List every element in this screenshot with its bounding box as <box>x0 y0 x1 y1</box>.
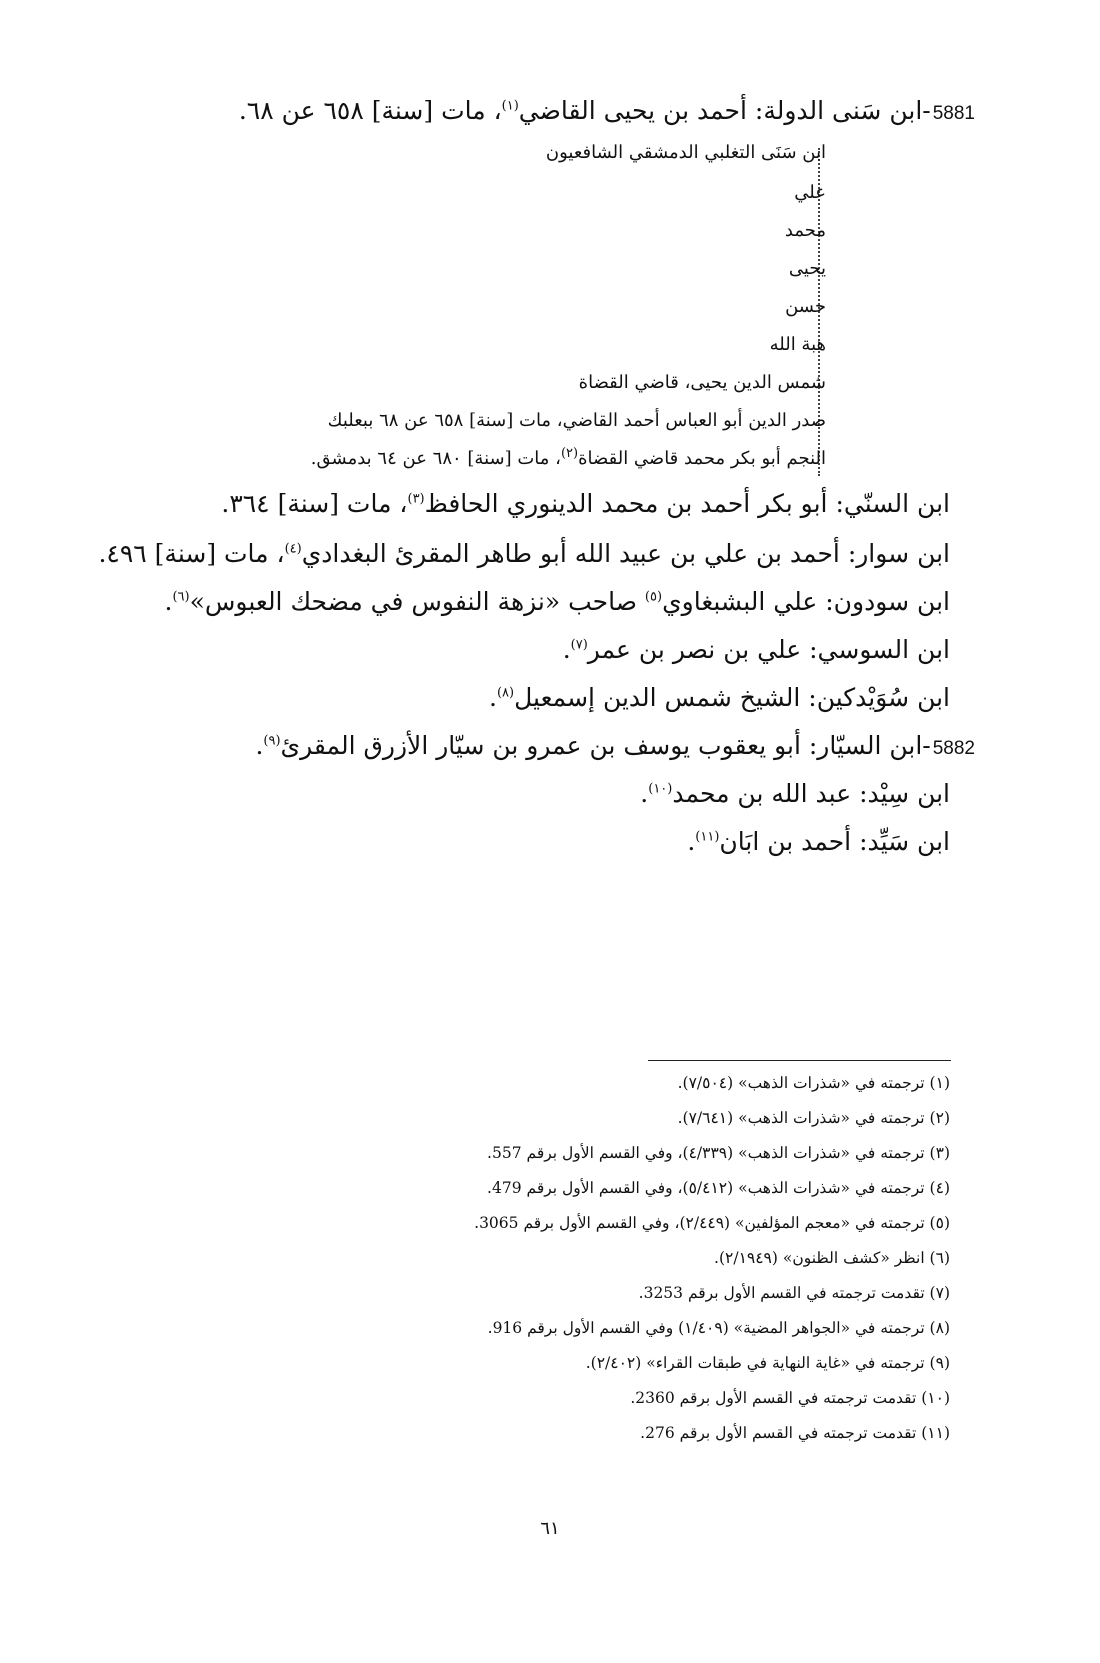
genealogy-line: النجم أبو بكر محمد قاضي القضاة$^{(٢)}$، مات [سنة] ٦٨٠ عن ٦٤ بدمشق. <box>310 446 826 469</box>
footnote-ref: (٧) <box>570 637 588 653</box>
genealogy-line: علي <box>794 182 826 203</box>
footnote: (٤) ترجمته في «شذرات الذهب» (٥/٤١٢)، وفي القسم الأول برقم 479. <box>487 1179 950 1197</box>
footnote-ref: (٣) <box>407 491 425 507</box>
footnote-separator <box>648 1060 951 1061</box>
entry-number: 5881 <box>932 103 975 124</box>
footnote: (١١) تقدمت ترجمته في القسم الأول برقم 276. <box>640 1424 950 1442</box>
footnote: (٣) ترجمته في «شذرات الذهب» (٤/٣٣٩)، وفي القسم الأول برقم 557. <box>487 1144 950 1162</box>
footnote-ref: (٩) <box>263 733 281 749</box>
footnote: (٥) ترجمته في «معجم المؤلفين» (٢/٤٤٩)، وفي القسم الأول برقم 3065. <box>474 1214 950 1232</box>
footnote-ref: (١) <box>501 98 519 114</box>
footnote-ref: (١١) <box>695 829 720 845</box>
footnote: (٦) انظر «كشف الظنون» (٢/١٩٤٩). <box>714 1249 950 1267</box>
entry-number: 5882 <box>932 738 975 759</box>
footnote-ref: (٨) <box>496 685 515 701</box>
entry: ابن السوسي: علي بن نصر بن عمر$^{(٧)}$. <box>562 635 950 664</box>
genealogy-line: ابن سَنَى التغلبي الدمشقي الشافعيون <box>545 142 826 163</box>
genealogy-line: شمس الدين يحيى، قاضي القضاة <box>578 372 826 393</box>
entry-5882: 5882-ابن السيّار: أبو يعقوب يوسف بن عمرو بن سيّار الأزرق المقرئ$^{(٩)}$. <box>255 731 975 760</box>
entry: ابن سوار: أحمد بن علي بن عبيد الله أبو طاهر المقرئ البغدادي$^{(٤)}$، مات [سنة] ٤٩٦. <box>98 539 950 568</box>
entry-tail: ، مات [سنة] ٦٥٨ عن ٦٨. <box>238 96 502 125</box>
genealogy-line: محمد <box>784 220 826 241</box>
footnote: (١٠) تقدمت ترجمته في القسم الأول برقم 2360. <box>630 1389 950 1407</box>
entry: ابن السنّي: أبو بكر أحمد بن محمد الدينوري الحافظ$^{(٣)}$، مات [سنة] ٣٦٤. <box>221 489 950 518</box>
entry-text: -ابن سَنى الدولة: أحمد بن يحيى القاضي <box>518 96 931 125</box>
footnote: (١) ترجمته في «شذرات الذهب» (٧/٥٠٤). <box>677 1074 950 1092</box>
genealogy-line: حسن <box>785 296 826 317</box>
entry-5881 <box>195 93 975 132</box>
genealogy-line: يحيى <box>788 258 826 279</box>
entry: ابن سُوَيْدكين: الشيخ شمس الدين إسمعيل$^{(٨)}$. <box>489 683 950 712</box>
footnote: (٧) تقدمت ترجمته في القسم الأول برقم 3253. <box>638 1284 950 1302</box>
entry: ابن سَيِّد: أحمد بن ابَان$^{(١١)}$. <box>687 827 950 856</box>
footnote: (٩) ترجمته في «غاية النهاية في طبقات القراء» (٢/٤٠٢). <box>585 1354 950 1372</box>
page-number: ٦١ <box>540 1518 560 1539</box>
footnote-ref: (١٠) <box>648 781 673 797</box>
footnote-ref: (٦) <box>172 589 190 605</box>
entry: ابن سِيْد: عبد الله بن محمد$^{(١٠)}$. <box>640 779 950 808</box>
genealogy-line: صدر الدين أبو العباس أحمد القاضي، مات [سنة] ٦٥٨ عن ٦٨ ببعلبك <box>327 410 826 431</box>
footnote: (٢) ترجمته في «شذرات الذهب» (٧/٦٤١). <box>677 1109 950 1127</box>
footnote: (٨) ترجمته في «الجواهر المضية» (١/٤٠٩) وفي القسم الأول برقم 916. <box>487 1319 950 1337</box>
genealogy-line: هبة الله <box>769 334 826 355</box>
footnote-ref: (٥) <box>644 589 663 605</box>
footnote-ref: (٤) <box>284 541 302 557</box>
footnote-ref: (٢) <box>560 446 579 461</box>
entry: ابن سودون: علي البشبغاوي$^{(٥)}$ صاحب «نزهة النفوس في مضحك العبوس»$^{(٦)}$. <box>164 587 950 616</box>
